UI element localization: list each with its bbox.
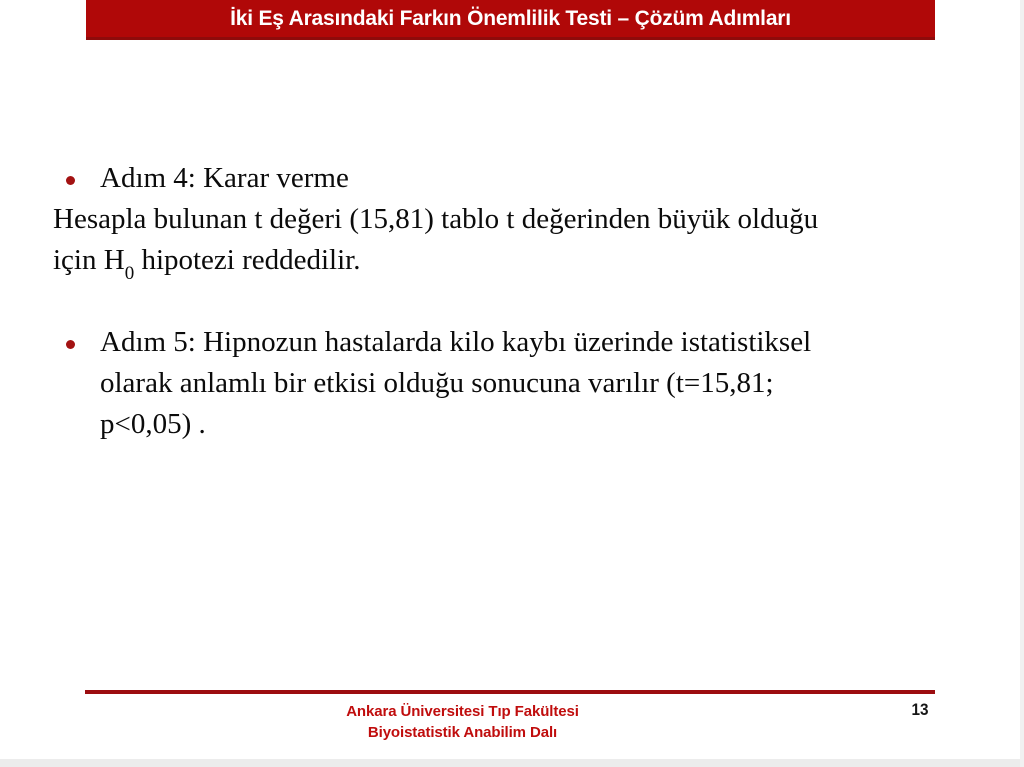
slide-title: İki Eş Arasındaki Farkın Önemlilik Testi – Çözüm Adımları — [230, 7, 791, 30]
slide-body — [53, 158, 998, 445]
step4-line2-post: hipotezi reddedilir. — [134, 244, 361, 276]
step4-text-line2 — [53, 240, 998, 284]
step5-text-line2: olarak anlamlı bir etkisi olduğu sonucuna varılır (t=15,81; — [100, 367, 774, 399]
slide-bottom-edge — [0, 759, 1024, 767]
page-number: 13 — [911, 700, 929, 719]
footer-org-line2: Biyoistatistik Anabilim Dalı — [367, 724, 558, 741]
step4-text-line1: Hesapla bulunan t değeri (15,81) tablo t değerinden büyük olduğu — [53, 203, 819, 235]
step4-line2-pre: için H — [53, 244, 125, 276]
h0-subscript: 0 — [124, 262, 135, 284]
blank-line — [53, 281, 998, 322]
step5-text-line3: p<0,05) . — [100, 408, 206, 440]
list-item-step5 — [53, 322, 998, 363]
list-item-step4 — [53, 158, 998, 199]
slide-right-edge — [1020, 0, 1024, 767]
slide-title-bar — [86, 0, 935, 40]
footer-organization — [85, 701, 840, 743]
step4-heading: Adım 4: Karar verme — [100, 162, 349, 194]
footer-divider — [85, 690, 935, 694]
bullet-icon — [66, 340, 75, 349]
footer-org-line1: Ankara Üniversitesi Tıp Fakültesi — [346, 703, 579, 720]
step5-text-line1: Adım 5: Hipnozun hastalarda kilo kaybı üzerinde istatistiksel — [100, 326, 812, 358]
bullet-icon — [66, 176, 75, 185]
